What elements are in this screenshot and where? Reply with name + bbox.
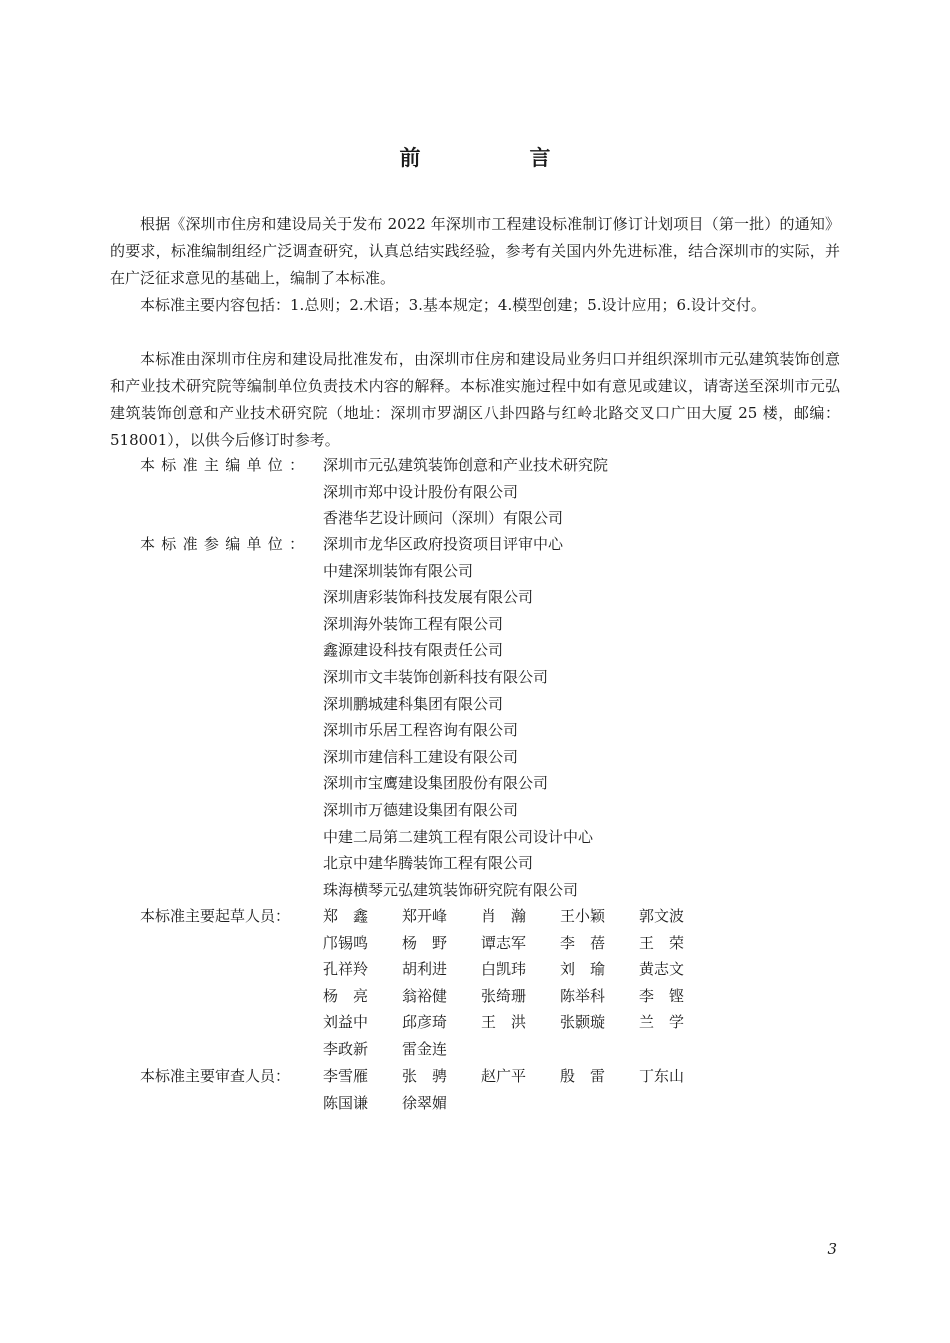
unit-name: 鑫源建设科技有限责任公司	[323, 641, 504, 660]
preface-paragraph-2: 本标准主要内容包括：1.总则；2.术语；3.基本规定；4.模型创建；5.设计应用；6.设计交付。	[140, 296, 766, 314]
person-name: 孔祥羚	[323, 960, 369, 979]
person-name: 赵广平	[481, 1067, 527, 1085]
person-name: 张绮珊	[481, 986, 527, 1005]
person-name: 刘益中	[323, 1013, 369, 1032]
page-number: 3	[827, 1240, 837, 1258]
unit-name: 深圳市龙华区政府投资项目评审中心	[323, 535, 564, 553]
person-name: 郑开峰	[402, 907, 448, 925]
participating-units-label: 本标准参编单位：	[140, 535, 311, 553]
person-name: 李 蓓	[560, 933, 606, 952]
person-name: 谭志军	[481, 933, 527, 952]
person-name: 肖 瀚	[481, 907, 527, 925]
person-name: 陈国谦	[323, 1093, 369, 1112]
drafters-label: 本标准主要起草人员：	[140, 907, 291, 925]
page-title: 前 言	[399, 145, 595, 170]
person-name: 邱彦琦	[402, 1013, 448, 1032]
participating-units-section	[140, 531, 860, 903]
person-name: 郭文波	[639, 907, 685, 925]
person-name: 杨 亮	[323, 986, 369, 1005]
chief-units-label: 本标准主编单位：	[140, 456, 311, 474]
person-name: 白凯玮	[481, 960, 527, 979]
unit-name: 珠海横琴元弘建筑装饰研究院有限公司	[323, 880, 579, 899]
person-name: 邝锡鸣	[323, 933, 369, 952]
unit-name: 北京中建华腾装饰工程有限公司	[323, 854, 534, 873]
chief-units-section	[140, 452, 860, 532]
unit-name: 深圳市郑中设计股份有限公司	[323, 482, 519, 501]
person-name: 李 铿	[639, 986, 685, 1005]
person-name: 王 洪	[481, 1013, 527, 1032]
preface-paragraph-3: 本标准由深圳市住房和建设局批准发布，由深圳市住房和建设局业务归口并组织深圳市元弘建筑装饰创意和产业技术研究院等编制单位负责技术内容的解释。本标准实施过程中如有意见或建议，请寄送至深圳市元弘建筑装饰创意和产业技术研究院（地址：深圳市罗湖区八卦四路与红岭北路交叉口广田大厦 25 楼，邮编：518001），以供今后修订时参考。	[110, 350, 840, 449]
person-name: 王 荣	[639, 933, 685, 952]
unit-name: 深圳市万德建设集团有限公司	[323, 800, 519, 819]
drafters-section	[140, 903, 860, 1063]
preface-paragraph-1: 根据《深圳市住房和建设局关于发布 2022 年深圳市工程建设标准制订修订计划项目（第一批）的通知》的要求，标准编制组经广泛调查研究，认真总结实践经验，参考有关国内外先进标准，结合深圳市的实际，并在广泛征求意见的基础上，编制了本标准。	[110, 215, 840, 287]
reviewers-label: 本标准主要审查人员：	[140, 1067, 291, 1085]
person-name: 丁东山	[639, 1067, 685, 1085]
unit-name: 深圳市建信科工建设有限公司	[323, 747, 519, 766]
unit-name: 深圳市文丰装饰创新科技有限公司	[323, 667, 549, 686]
unit-name: 中建二局第二建筑工程有限公司设计中心	[323, 827, 594, 846]
person-name: 翁裕健	[402, 986, 448, 1005]
person-name: 陈举科	[560, 986, 606, 1005]
person-name: 李雪雁	[323, 1067, 369, 1085]
person-name: 李政新	[323, 1039, 369, 1058]
unit-name: 中建深圳装饰有限公司	[323, 561, 474, 580]
unit-name: 深圳鹏城建科集团有限公司	[323, 694, 504, 713]
person-name: 胡利进	[402, 960, 448, 979]
person-name: 王小颖	[560, 907, 606, 925]
unit-name: 深圳海外装饰工程有限公司	[323, 614, 504, 633]
person-name: 殷 雷	[560, 1067, 606, 1085]
unit-name: 深圳市宝鹰建设集团股份有限公司	[323, 774, 549, 793]
person-name: 雷金连	[402, 1039, 448, 1058]
unit-name: 深圳唐彩装饰科技发展有限公司	[323, 588, 534, 607]
person-name: 郑 鑫	[323, 907, 369, 925]
person-name: 杨 野	[402, 933, 448, 952]
person-name: 张颢璇	[560, 1013, 606, 1032]
unit-name: 深圳市元弘建筑装饰创意和产业技术研究院	[323, 456, 609, 474]
unit-name: 香港华艺设计顾问（深圳）有限公司	[323, 509, 564, 528]
unit-name: 深圳市乐居工程咨询有限公司	[323, 721, 519, 740]
person-name: 黄志文	[639, 960, 685, 979]
person-name: 徐翠媚	[402, 1093, 448, 1112]
person-name: 张 骋	[402, 1067, 448, 1085]
person-name: 刘 瑜	[560, 960, 606, 979]
person-name: 兰 学	[639, 1013, 685, 1032]
reviewers-section	[140, 1063, 860, 1116]
